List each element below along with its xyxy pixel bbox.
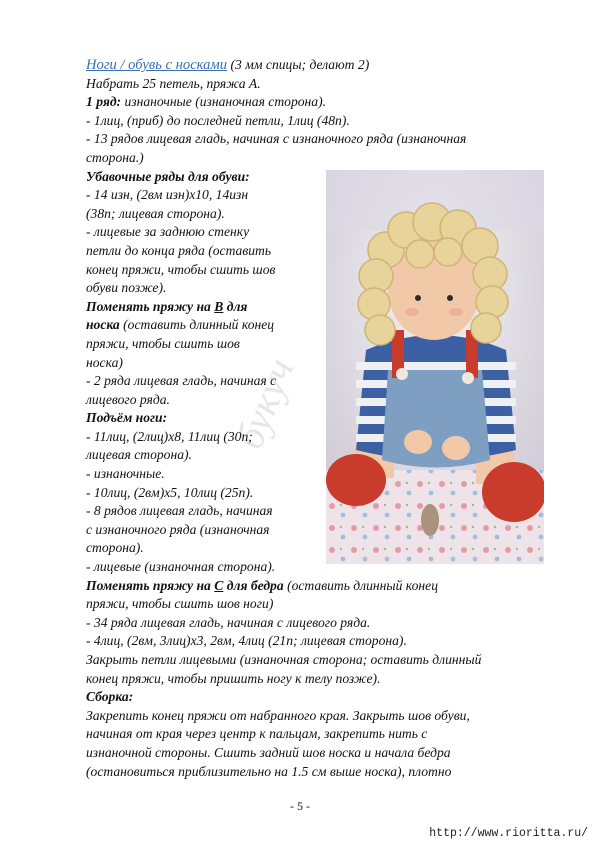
text-line: (остановиться приблизительно на 1.5 см выше носка), плотно — [86, 763, 452, 779]
section-title-rest: (3 мм спицы; делают 2) — [227, 57, 370, 72]
text-line: - 11лиц, (2лиц)х8, 11лиц (30п; — [86, 428, 253, 444]
section-title-link[interactable]: Ноги / обувь с носками — [86, 57, 228, 73]
text-line: обуви позже). — [86, 280, 167, 296]
text-line: изнаночной стороны. Сшить задний шов носка и начала бедра — [86, 744, 451, 760]
subheading: Подъём ноги: — [86, 410, 168, 426]
subheading: Сборка: — [86, 689, 134, 705]
text-line: Набрать 25 петель, пряжа А. — [86, 75, 261, 91]
footer-url[interactable]: http://www.rioritta.ru/ — [429, 827, 588, 840]
text-line: сторона.) — [86, 149, 144, 165]
text-line: Поменять пряжу на С для бедра (оставить длинный конец — [86, 577, 439, 593]
section-heading — [86, 56, 556, 75]
doll-photo — [326, 170, 544, 564]
text-line: - изнаночные. — [86, 466, 165, 482]
text-line: носка) — [86, 354, 123, 370]
text-line: начиная от края через центр к пальцам, закрепить нить с — [86, 726, 428, 742]
text-line: конец пряжи, чтобы пришить ногу к телу позже). — [86, 670, 381, 686]
text-line: - лицевые за заднюю стенку — [86, 224, 250, 240]
watermark: букуч — [226, 352, 303, 455]
page-number: - 5 - — [290, 799, 310, 813]
text-line: - 1лиц, (приб) до последней петли, 1лиц (48п). — [86, 112, 350, 128]
text-line: с изнаночного ряда (изнаночная — [86, 521, 270, 537]
text-line: - лицевые (изнаночная сторона). — [86, 559, 276, 575]
text-line: - 2 ряда лицевая гладь, начиная с — [86, 373, 277, 389]
text-line: носка (оставить длинный конец — [86, 317, 275, 333]
text-line: конец пряжи, чтобы сшить шов — [86, 261, 276, 277]
text-line: - 8 рядов лицевая гладь, начиная — [86, 503, 273, 519]
text-line: - 4лиц, (2вм, 3лиц)х3, 2вм, 4лиц (21п; лицевая сторона). — [86, 633, 407, 649]
text-line: - 13 рядов лицевая гладь, начиная с изнаночного ряда (изнаночная — [86, 131, 467, 147]
text-line: 1 ряд: изнаночные (изнаночная сторона). — [86, 94, 327, 110]
text-line: (38п; лицевая сторона). — [86, 205, 225, 221]
subheading: Убавочные ряды для обуви: — [86, 168, 250, 184]
doll-illustration — [326, 170, 544, 564]
text-line: лицевого ряда. — [86, 391, 170, 407]
text-line: - 10лиц, (2вм)х5, 10лиц (25п). — [86, 484, 254, 500]
text-line: сторона). — [86, 540, 144, 556]
text-line: лицевая сторона). — [86, 447, 192, 463]
text-line: пряжи, чтобы сшить шов ноги) — [86, 596, 274, 612]
text-line: Закрепить конец пряжи от набранного края. Закрыть шов обуви, — [86, 707, 470, 723]
subheading: Поменять пряжу на В для — [86, 298, 248, 314]
text-line: Закрыть петли лицевыми (изнаночная сторона; оставить длинный — [86, 652, 482, 667]
text-line: пряжи, чтобы сшить шов — [86, 335, 240, 351]
text-line: - 14 изн, (2вм изн)х10, 14изн — [86, 187, 249, 203]
text-line: - 34 ряда лицевая гладь, начиная с лицевого ряда. — [86, 614, 371, 630]
row-label: 1 ряд: — [86, 94, 122, 110]
text-line: петли до конца ряда (оставить — [86, 242, 272, 258]
